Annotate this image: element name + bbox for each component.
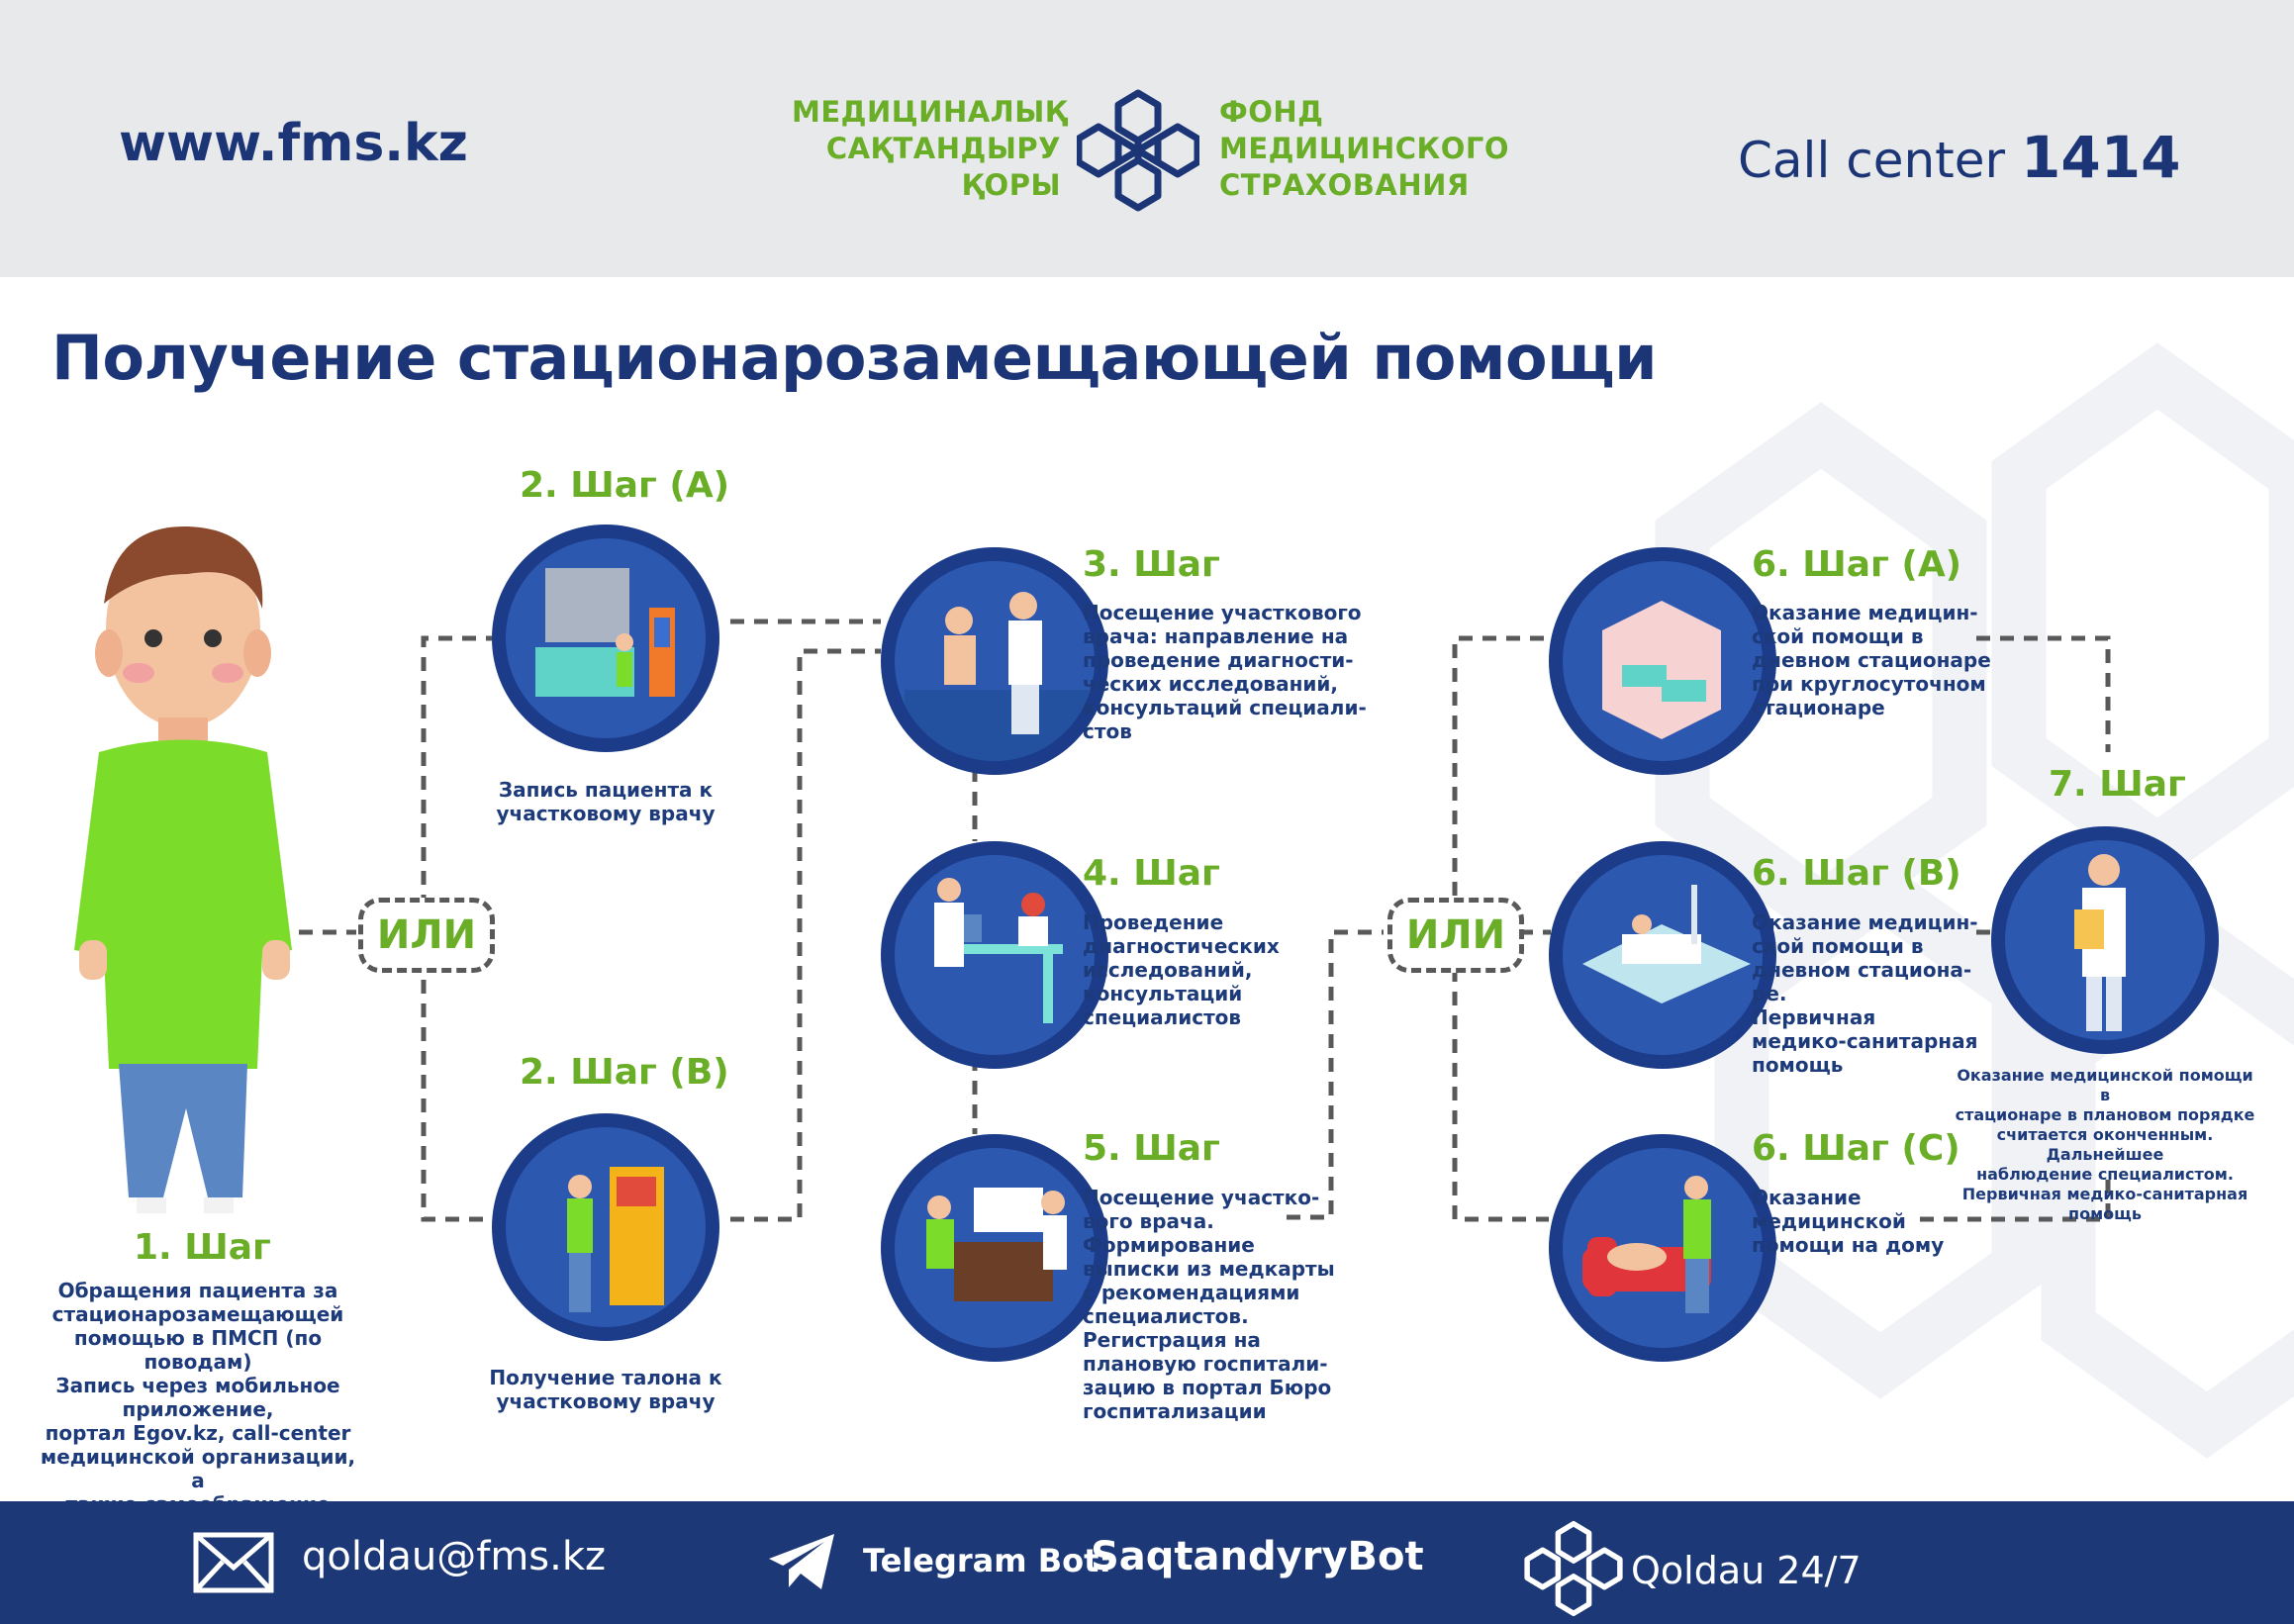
step-5-line: вого врача.: [1083, 1209, 1214, 1233]
step-6b-line: Первичная: [1752, 1005, 1876, 1029]
email-link[interactable]: qoldau@fms.kz: [302, 1534, 606, 1579]
step-2a-text: [477, 778, 734, 825]
step-6a-line: ской помощи в: [1752, 624, 1924, 648]
step-6b-line: медико-санитарная: [1752, 1029, 1978, 1053]
step-6c-line: Оказание: [1752, 1186, 1862, 1209]
step-6c-title: 6. Шаг (С): [1752, 1128, 1960, 1169]
step-1-line: стационарозамещающей: [51, 1302, 344, 1326]
logo-kz-line: САҚТАНДЫРУ: [825, 132, 1061, 165]
or-badge-right: ИЛИ: [1387, 898, 1524, 973]
call-center-number: 1414: [2021, 124, 2181, 191]
step-7-line: помощь: [2068, 1204, 2142, 1223]
step-4-title: 4. Шаг: [1083, 853, 1220, 894]
registry-desk-icon: [506, 538, 706, 738]
laboratory-icon: [895, 855, 1095, 1055]
step-5-line: Посещение участко-: [1083, 1186, 1320, 1209]
step-5-line: с рекомендациями: [1083, 1281, 1300, 1304]
step-3-text: [1083, 601, 1370, 743]
step-5-line: госпитализации: [1083, 1399, 1267, 1423]
step-5-line: Регистрация на: [1083, 1328, 1261, 1352]
step-6b-line: Оказание медицин-: [1752, 910, 1978, 934]
step-3-line: ческих исследований,: [1083, 672, 1339, 696]
step-6a-line: дневном стационаре: [1752, 648, 1991, 672]
step-6a-circle: [1549, 547, 1776, 775]
step-4-line: исследований,: [1083, 958, 1253, 982]
logo-kz-line: ҚОРЫ: [961, 168, 1061, 202]
step-6c-line: медицинской: [1752, 1209, 1906, 1233]
step-3-title: 3. Шаг: [1083, 544, 1220, 585]
step-6b-title: 6. Шаг (В): [1752, 853, 1961, 894]
step-4-line: Проведение: [1083, 910, 1224, 934]
step-4-line: диагностических: [1083, 934, 1280, 958]
step-2b-title: 2. Шаг (В): [520, 1052, 729, 1093]
step-6b-line: ской помощи в: [1752, 934, 1924, 958]
step-6a-text: [1752, 601, 1999, 719]
step-6a-line: стационаре: [1752, 696, 1885, 719]
logo-kz-line: МЕДИЦИНАЛЫҚ: [792, 95, 1068, 129]
step-7-circle: [1991, 826, 2219, 1054]
step-2a-line: Запись пациента к: [498, 778, 714, 802]
step-1-line: портал Egov.kz, call-center: [45, 1421, 351, 1445]
or-badge-left: ИЛИ: [358, 898, 495, 973]
step-6b-line: ре.: [1752, 982, 1787, 1005]
step-7-line: стационаре в плановом порядке: [1955, 1105, 2255, 1124]
step-1-line: Запись через мобильное: [55, 1374, 340, 1397]
step-5-line: зацию в портал Бюро: [1083, 1376, 1332, 1399]
step-5-circle: [881, 1134, 1108, 1362]
step-6b-line: помощь: [1752, 1053, 1844, 1077]
page-title: Получение стационарозамещающей помощи: [51, 322, 1658, 394]
support-logo-icon: [1524, 1519, 1623, 1618]
step-6a-line: при круглосуточном: [1752, 672, 1986, 696]
doctor-icon: [2005, 840, 2205, 1040]
support-label: Qoldau 24/7: [1631, 1549, 1862, 1592]
step-5-text: [1083, 1186, 1340, 1423]
step-2a-line: участковому врачу: [496, 802, 716, 825]
patient-illustration: [59, 515, 302, 1217]
step-3-line: врача: направление на: [1083, 624, 1349, 648]
step-3-circle: [881, 547, 1108, 775]
website-link[interactable]: www.fms.kz: [119, 114, 468, 173]
home-care-icon: [1563, 1148, 1763, 1348]
step-4-circle: [881, 841, 1108, 1069]
step-1-text: [40, 1279, 356, 1516]
step-1-line: приложение,: [122, 1397, 274, 1421]
step-3-line: проведение диагности-: [1083, 648, 1354, 672]
step-3-line: Посещение участкового: [1083, 601, 1362, 624]
step-5-title: 5. Шаг: [1083, 1128, 1220, 1169]
logo-ru-line: ФОНД: [1219, 95, 1324, 129]
call-center-label: Call center: [1738, 132, 2006, 189]
discharge-record-icon: [895, 1148, 1095, 1348]
step-1-title: 1. Шаг: [134, 1227, 271, 1268]
step-5-line: Формирование: [1083, 1233, 1255, 1257]
step-1-line: помощью в ПМСП (по поводам): [73, 1326, 323, 1374]
step-4-line: консультаций: [1083, 982, 1243, 1005]
step-3-line: консультаций специали-: [1083, 696, 1367, 719]
step-6a-line: Оказание медицин-: [1752, 601, 1978, 624]
telegram-label: Telegram Bot:: [863, 1542, 1112, 1579]
step-4-text: [1083, 910, 1340, 1029]
logo-ru-line: СТРАХОВАНИЯ: [1219, 168, 1470, 202]
step-7-text: [1952, 1066, 2258, 1224]
telegram-bot-link[interactable]: SaqtandyryBot: [1091, 1534, 1424, 1579]
step-1-line: медицинской организации, а: [40, 1445, 356, 1492]
step-6c-circle: [1549, 1134, 1776, 1362]
step-2b-line: Получение талона к: [489, 1366, 722, 1389]
step-2b-circle: [492, 1113, 719, 1341]
step-5-line: выписки из медкарты: [1083, 1257, 1335, 1281]
step-5-line: специалистов.: [1083, 1304, 1249, 1328]
telegram-icon: [767, 1532, 836, 1591]
step-3-line: стов: [1083, 719, 1132, 743]
inpatient-room-icon: [1563, 561, 1763, 761]
step-7-title: 7. Шаг: [2049, 764, 2186, 805]
email-icon: [193, 1532, 274, 1593]
step-4-line: специалистов: [1083, 1005, 1242, 1029]
logo-ru-line: МЕДИЦИНСКОГО: [1219, 132, 1509, 165]
step-6c-text: [1752, 1186, 1979, 1257]
step-5-line: плановую госпитали-: [1083, 1352, 1328, 1376]
step-7-line: Первичная медико-санитарная: [1961, 1185, 2248, 1203]
step-6c-line: помощи на дому: [1752, 1233, 1945, 1257]
step-2a-title: 2. Шаг (А): [520, 465, 730, 506]
step-1-line: Обращения пациента за: [57, 1279, 338, 1302]
step-6b-text: [1752, 910, 1979, 1077]
step-6b-circle: [1549, 841, 1776, 1069]
step-7-line: Оказание медицинской помощи в: [1957, 1066, 2253, 1104]
ticket-kiosk-icon: [506, 1127, 706, 1327]
doctor-visit-icon: [895, 561, 1095, 761]
step-7-line: наблюдение специалистом.: [1976, 1165, 2234, 1184]
day-hospital-bed-icon: [1563, 855, 1763, 1055]
step-2a-circle: [492, 525, 719, 752]
step-6b-line: дневном стациона-: [1752, 958, 1972, 982]
step-2b-line: участковому врачу: [496, 1389, 716, 1413]
step-2b-text: [477, 1366, 734, 1413]
step-7-line: считается оконченным. Дальнейшее: [1996, 1125, 2214, 1164]
step-6a-title: 6. Шаг (А): [1752, 544, 1962, 585]
